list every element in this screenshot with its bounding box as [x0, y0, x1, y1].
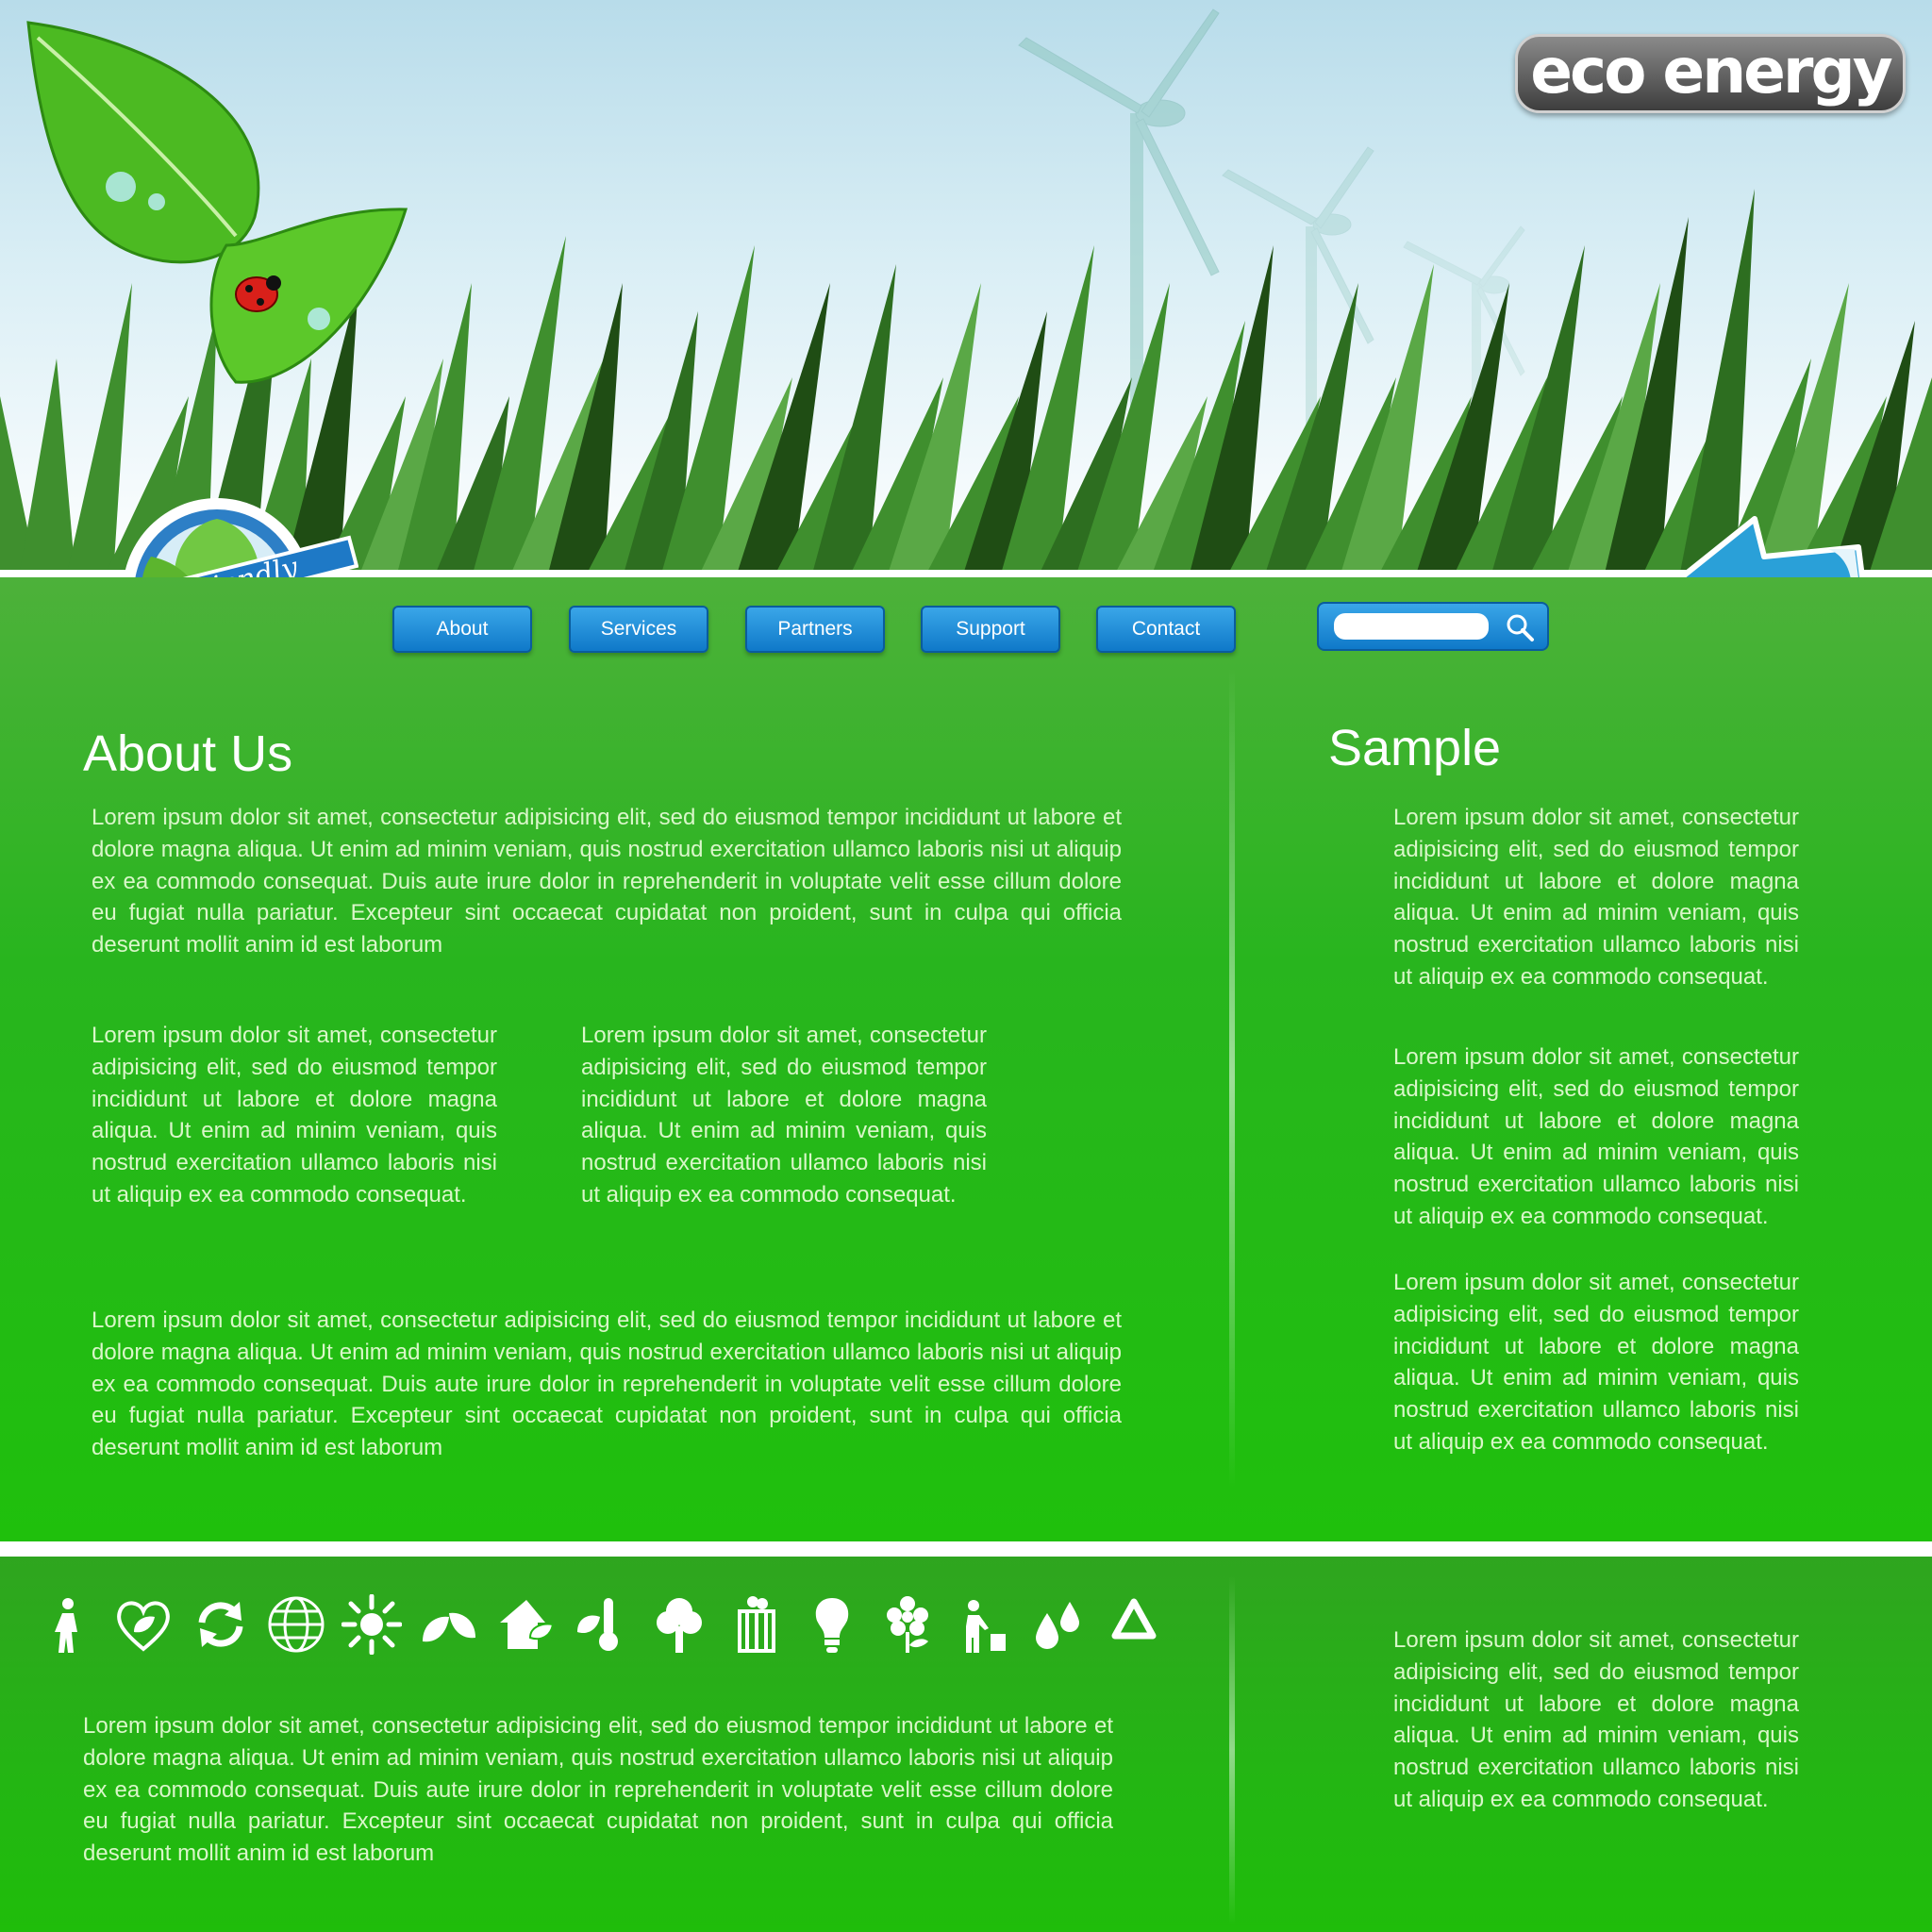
footer-paragraph: Lorem ipsum dolor sit amet, consectetur adipisicing elit, sed do eiusmod tempor incididunt ut labore et dolore magna aliqua. Ut enim ad minim veniam, quis nostrud exercitation ullamco laboris nisi ut aliquip ex ea commodo consequat. Duis aute irure dolor in reprehenderit in voluptate velit esse cillum dolore eu fugiat nulla pariatur. Excepteur sint occaecat cupidatat non proident, sunt in culpa qui officia deserunt mollit anim id est laborum	[83, 1713, 1113, 1867]
sample-paragraph-3: Lorem ipsum dolor sit amet, consectetur adipisicing elit, sed do eiusmod tempor incididunt ut labore et dolore magna aliqua. Ut enim ad minim veniam, quis nostrud exercitation ullamco laboris nisi ut aliquip ex ea commodo consequat.	[1393, 1270, 1799, 1455]
footer-right-paragraph: Lorem ipsum dolor sit amet, consectetur adipisicing elit, sed do eiusmod tempor incididunt ut labore et dolore magna aliqua. Ut enim ad minim veniam, quis nostrud exercitation ullamco laboris nisi ut aliquip ex ea commodo consequat.	[1393, 1627, 1799, 1812]
recycle-icon[interactable]	[1104, 1594, 1164, 1655]
heart-leaf-icon[interactable]	[113, 1594, 174, 1655]
about-paragraph-1: Lorem ipsum dolor sit amet, consectetur adipisicing elit, sed do eiusmod tempor incididunt ut labore et dolore magna aliqua. Ut enim ad minim veniam, quis nostrud exercitation ullamco laboris nisi ut aliquip ex ea commodo consequat. Duis aute irure dolor in reprehenderit in voluptate velit esse cillum dolore eu fugiat nulla pariatur. Excepteur sint occaecat cupidatat non proident, sunt in culpa qui officia deserunt mollit anim id est laborum	[92, 805, 1122, 958]
nav-contact[interactable]: Contact	[1096, 606, 1236, 653]
water-drops-icon[interactable]	[1028, 1594, 1089, 1655]
walking-person-icon[interactable]	[38, 1594, 98, 1655]
nav-about[interactable]: About	[392, 606, 532, 653]
footer-vertical-divider	[1229, 1575, 1235, 1924]
about-title: About Us	[83, 725, 293, 782]
sun-icon[interactable]	[341, 1594, 402, 1655]
sample-title: Sample	[1328, 720, 1502, 776]
nav-partners[interactable]: Partners	[745, 606, 885, 653]
search-bar	[1317, 602, 1549, 651]
flower-icon[interactable]	[877, 1594, 938, 1655]
footer-divider-line	[0, 1541, 1932, 1557]
trash-bin-icon[interactable]	[726, 1594, 787, 1655]
site-logo[interactable]: eco energy	[1515, 34, 1906, 113]
recycle-arrows-icon[interactable]	[191, 1594, 251, 1655]
eco-house-icon[interactable]	[496, 1594, 557, 1655]
about-column-2: Lorem ipsum dolor sit amet, consectetur adipisicing elit, sed do eiusmod tempor incididunt ut labore et dolore magna aliqua. Ut enim ad minim veniam, quis nostrud exercitation ullamco laboris nisi ut aliquip ex ea commodo consequat.	[581, 1023, 987, 1208]
about-paragraph-2: Lorem ipsum dolor sit amet, consectetur adipisicing elit, sed do eiusmod tempor incididunt ut labore et dolore magna aliqua. Ut enim ad minim veniam, quis nostrud exercitation ullamco laboris nisi ut aliquip ex ea commodo consequat. Duis aute irure dolor in reprehenderit in voluptate velit esse cillum dolore eu fugiat nulla pariatur. Excepteur sint occaecat cupidatat non proident, sunt in culpa qui officia deserunt mollit anim id est laborum	[92, 1307, 1122, 1461]
light-bulb-icon[interactable]	[802, 1594, 862, 1655]
sample-paragraph-1: Lorem ipsum dolor sit amet, consectetur adipisicing elit, sed do eiusmod tempor incididunt ut labore et dolore magna aliqua. Ut enim ad minim veniam, quis nostrud exercitation ullamco laboris nisi ut aliquip ex ea commodo consequat.	[1393, 805, 1799, 990]
vertical-divider	[1229, 668, 1235, 1489]
sample-paragraph-2: Lorem ipsum dolor sit amet, consectetur adipisicing elit, sed do eiusmod tempor incididunt ut labore et dolore magna aliqua. Ut enim ad minim veniam, quis nostrud exercitation ullamco laboris nisi ut aliquip ex ea commodo consequat.	[1393, 1044, 1799, 1229]
search-icon[interactable]	[1504, 611, 1536, 643]
nav-services[interactable]: Services	[569, 606, 708, 653]
wind-turbine-icon	[1019, 9, 1219, 434]
about-column-1: Lorem ipsum dolor sit amet, consectetur adipisicing elit, sed do eiusmod tempor incididunt ut labore et dolore magna aliqua. Ut enim ad minim veniam, quis nostrud exercitation ullamco laboris nisi ut aliquip ex ea commodo consequat.	[92, 1023, 497, 1208]
search-input[interactable]	[1334, 613, 1489, 640]
thermometer-icon[interactable]	[572, 1594, 632, 1655]
person-recycling-icon[interactable]	[953, 1594, 1013, 1655]
nav-support[interactable]: Support	[921, 606, 1060, 653]
tree-icon[interactable]	[649, 1594, 709, 1655]
globe-icon[interactable]	[266, 1594, 326, 1655]
leaves-icon[interactable]	[419, 1594, 479, 1655]
